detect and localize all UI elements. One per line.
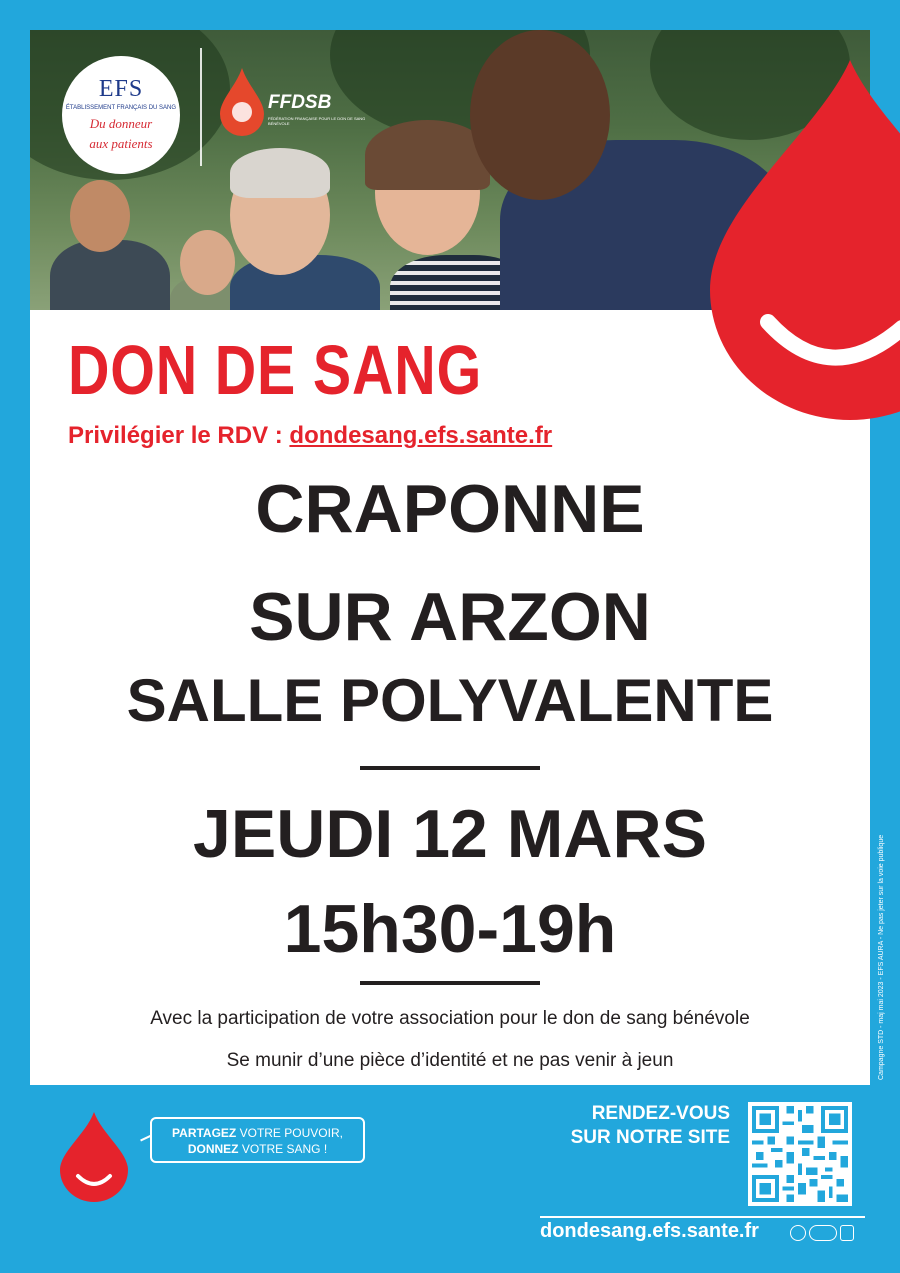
footer-website-link[interactable]: dondesang.efs.sante.fr [540, 1220, 759, 1242]
footer-divider [540, 1216, 865, 1218]
blood-drop-icon [690, 60, 900, 420]
efs-logo-fullname: ÉTABLISSEMENT FRANÇAIS DU SANG [65, 105, 177, 111]
efs-logo-name: EFS [98, 76, 144, 102]
ffdsb-logo [218, 66, 366, 146]
slogan-line-2 [152, 1141, 363, 1157]
slogan-rest-2: VOTRE SANG ! [238, 1142, 328, 1156]
legal-side-note: Campagne STD - maj mai 2023 - EFS AURA - Ne pas jeter sur la voie publique [878, 834, 885, 1080]
requirements-note: Se munir d’une pièce d’identité et ne pas venir à jeun [226, 1050, 674, 1071]
slogan-bold-2: DONNEZ [187, 1142, 239, 1156]
event-hours: 15h30-19h [283, 891, 617, 967]
venue-name: SALLE POLYVALENTE [126, 667, 774, 734]
rdv-link[interactable]: dondesang.efs.sante.fr [289, 422, 553, 449]
city-line-2: SUR ARZON [249, 579, 651, 655]
rdv-site-line-2: SUR NOTRE SITE [570, 1127, 730, 1148]
logo-separator [200, 48, 202, 166]
slogan-bold-1: PARTAGEZ [172, 1126, 237, 1140]
page-title: DON DE SANG [68, 331, 483, 409]
slogan-rest-1: VOTRE POUVOIR, [236, 1126, 343, 1140]
qr-code-icon[interactable] [748, 1102, 852, 1206]
efs-logo-tagline-1: Du donneur [89, 116, 153, 131]
slogan-line-1 [152, 1125, 363, 1141]
city-line-1: CRAPONNE [255, 471, 645, 547]
participation-note: Avec la participation de votre association pour le don de sang bénévole [150, 1008, 750, 1029]
ffdsb-logo-fullname: FÉDÉRATION FRANÇAISE POUR LE DON DE SANG BÉNÉVOLE [268, 116, 366, 126]
efs-logo-tagline-2: aux patients [89, 136, 153, 151]
event-date: JEUDI 12 MARS [193, 796, 707, 872]
rdv-site-line-1: RENDEZ-VOUS [591, 1103, 730, 1124]
efs-logo [62, 56, 180, 174]
divider [360, 766, 540, 770]
accessibility-icon [790, 1224, 862, 1242]
divider [360, 981, 540, 985]
blood-drop-icon [58, 1112, 130, 1202]
rdv-prefix: Privilégier le RDV : [68, 422, 290, 449]
rdv-line [68, 422, 552, 450]
rdv-site-callout [540, 1102, 730, 1150]
ffdsb-logo-name: FFDSB [268, 92, 332, 113]
ffdsb-drop-icon [218, 66, 266, 136]
slogan-bubble [150, 1117, 365, 1163]
